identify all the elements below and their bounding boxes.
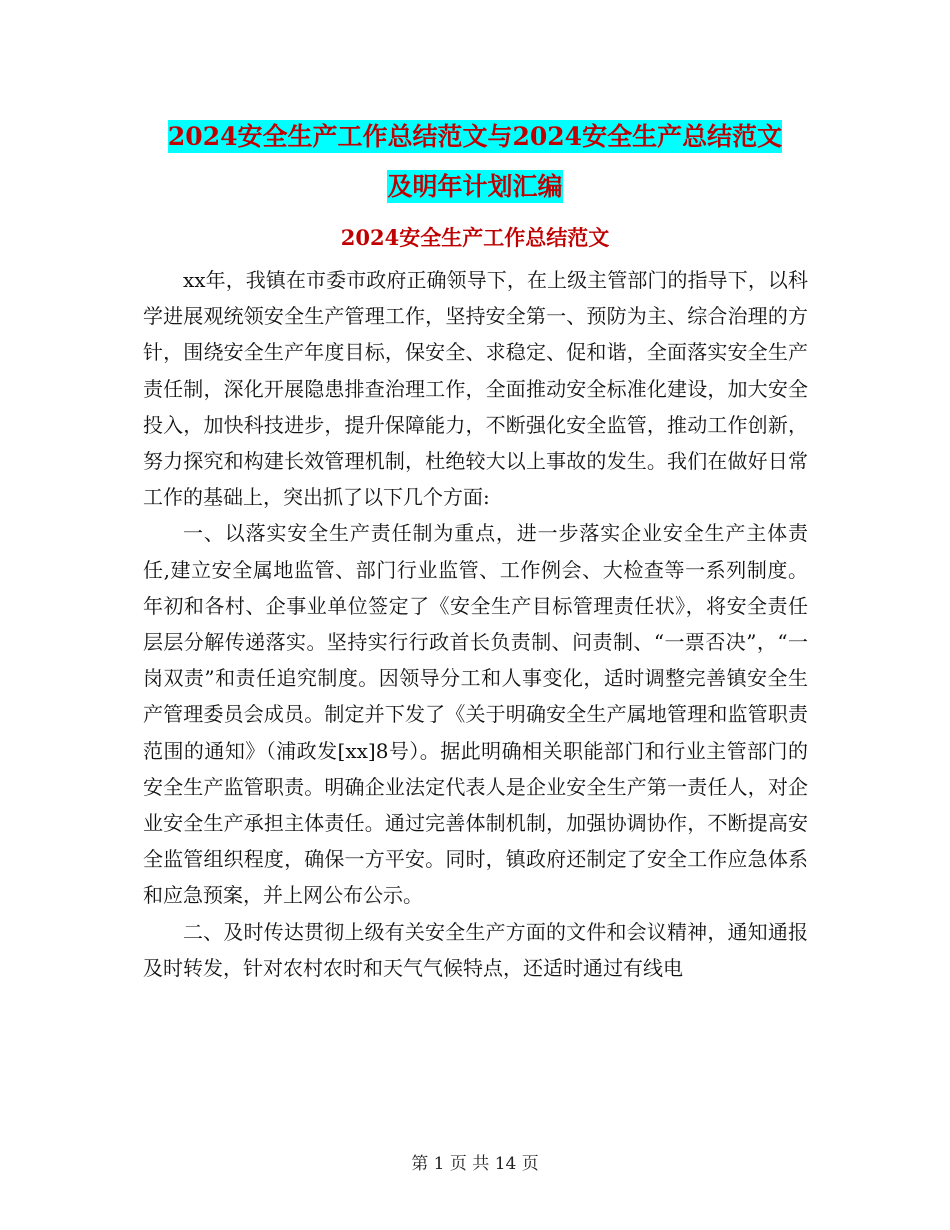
page-footer: 第 1 页 共 14 页 xyxy=(411,1154,539,1174)
paragraph-intro: xx年，我镇在市委市政府正确领导下，在上级主管部门的指导下，以科学进展观统领安全生产管理工作，坚持安全第一、预防为主、综合治理的方针，围绕安全生产年度目标，保安全、求稳定、促和谐，全面落实安全生产责任制，深化开展隐患排查治理工作，全面推动安全标准化建设，加大安全投入，加快科技进步，提升保障能力，不断强化安全监管，推动工作创新，努力探究和构建长效管理机制，杜绝较大以上事故的发生。我们在做好日常工作的基础上，突出抓了以下几个方面: xyxy=(143,268,808,510)
title-highlight: 2024安全生产工作总结范文与2024安全生产总结范文 xyxy=(167,122,783,151)
title-highlight: 及明年计划汇编 xyxy=(387,172,563,201)
section-title: 2024安全生产工作总结范文 xyxy=(340,225,610,250)
document-body xyxy=(143,262,808,986)
document-title xyxy=(0,112,950,212)
paragraph-section-one: 一、以落实安全生产责任制为重点，进一步落实企业安全生产主体责任,建立安全属地监管、部门行业监管、工作例会、大检查等一系列制度。年初和各村、企事业单位签定了《安全生产目标管理责任状》，将安全责任层层分解传递落实。坚持实行行政首长负责制、问责制、“一票否决”，“一岗双责”和责任追究制度。因领导分工和人事变化，适时调整完善镇安全生产管理委员会成员。制定并下发了《关于明确安全生产属地管理和监管职责范围的通知》（浦政发[xx]8号）。据此明确相关职能部门和行业主管部门的安全生产监管职责。明确企业法定代表人是企业安全生产第一责任人，对企业安全生产承担主体责任。通过完善体制机制，加强协调协作，不断提高安全监管组织程度，确保一方平安。同时，镇政府还制定了安全工作应急体系和应急预案，并上网公布公示。 xyxy=(143,521,808,908)
paragraph-section-two: 二、及时传达贯彻上级有关安全生产方面的文件和会议精神，通知通报及时转发，针对农村农时和天气气候特点，还适时通过有线电 xyxy=(143,919,808,980)
document-title-line-2 xyxy=(0,162,950,212)
document-title-line-1 xyxy=(0,112,950,162)
